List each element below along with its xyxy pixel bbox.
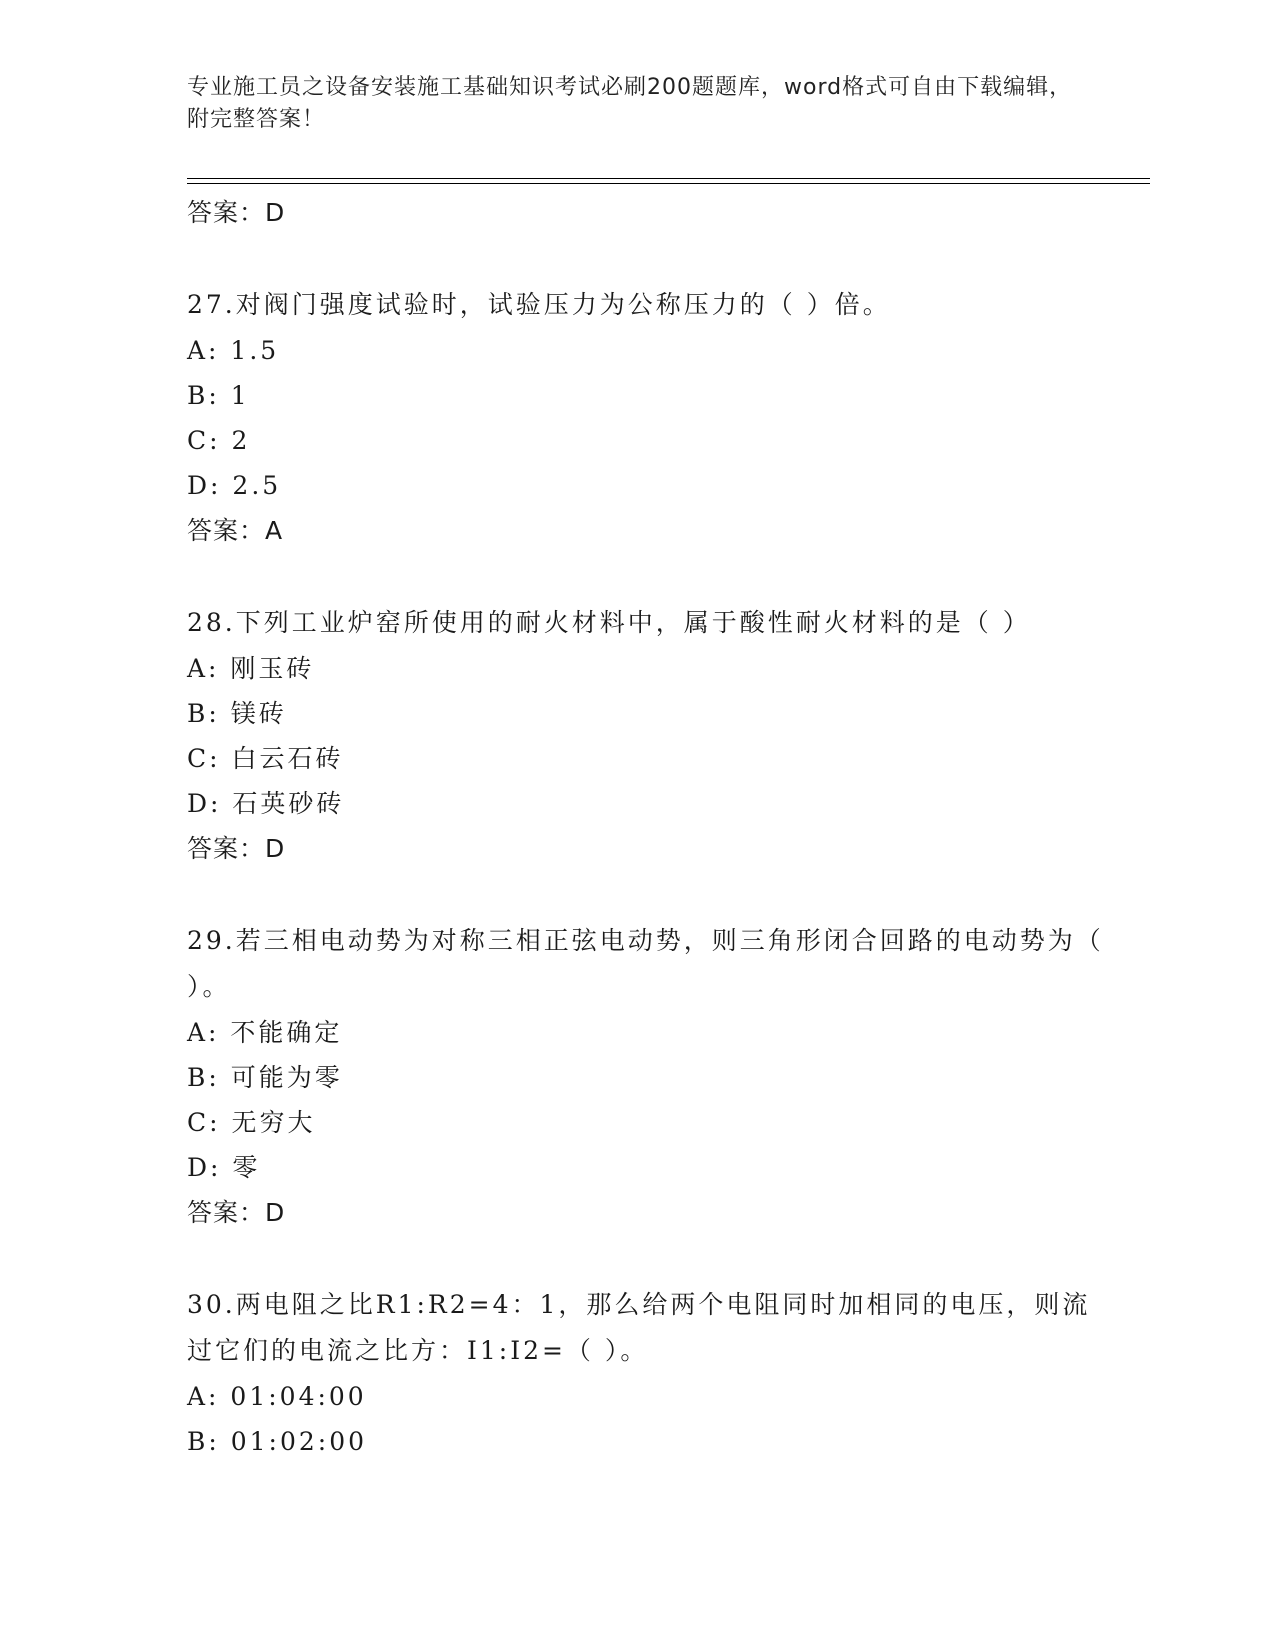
question-block	[187, 600, 1107, 872]
question-block	[187, 282, 1107, 554]
option-d: D: 零	[187, 1153, 261, 1182]
option-b: B: 可能为零	[187, 1063, 343, 1092]
option-a: A: 不能确定	[187, 1018, 343, 1047]
document-header: 专业施工员之设备安装施工基础知识考试必刷200题题库，word格式可自由下载编辑，附完整答案！	[187, 75, 1073, 132]
question-block	[187, 1282, 1107, 1464]
option-c: C: 白云石砖	[187, 744, 344, 773]
header-rule-bottom	[187, 183, 1150, 184]
question-block	[187, 918, 1107, 1236]
header-rule-top	[187, 178, 1150, 179]
option-d: D: 2.5	[187, 471, 282, 500]
answer-line: 答案：D	[187, 1198, 286, 1227]
option-c: C: 2	[187, 426, 251, 455]
option-a: A: 01:04:00	[187, 1382, 367, 1411]
question-list	[187, 190, 1107, 1464]
answer-line: 答案：D	[187, 834, 286, 863]
option-b: B: 01:02:00	[187, 1427, 368, 1456]
question-text: 30.两电阻之比R1:R2=4：1，那么给两个电阻同时加相同的电压，则流过它们的电流之比方：I1:I2=（ ）。	[187, 1290, 1091, 1365]
option-a: A: 刚玉砖	[187, 654, 315, 683]
answer-line: 答案：A	[187, 516, 284, 545]
option-c: C: 无穷大	[187, 1108, 316, 1137]
answer-line: 答案：D	[187, 198, 286, 227]
question-text: 27.对阀门强度试验时，试验压力为公称压力的（ ）倍。	[187, 290, 891, 319]
option-d: D: 石英砂砖	[187, 789, 345, 818]
question-text: 28.下列工业炉窑所使用的耐火材料中，属于酸性耐火材料的是（ ）	[187, 608, 1031, 637]
option-b: B: 1	[187, 381, 250, 410]
option-b: B: 镁砖	[187, 699, 287, 728]
option-a: A: 1.5	[187, 336, 280, 365]
question-text: 29.若三相电动势为对称三相正弦电动势，则三角形闭合回路的电动势为（ ）。	[187, 926, 1104, 1001]
